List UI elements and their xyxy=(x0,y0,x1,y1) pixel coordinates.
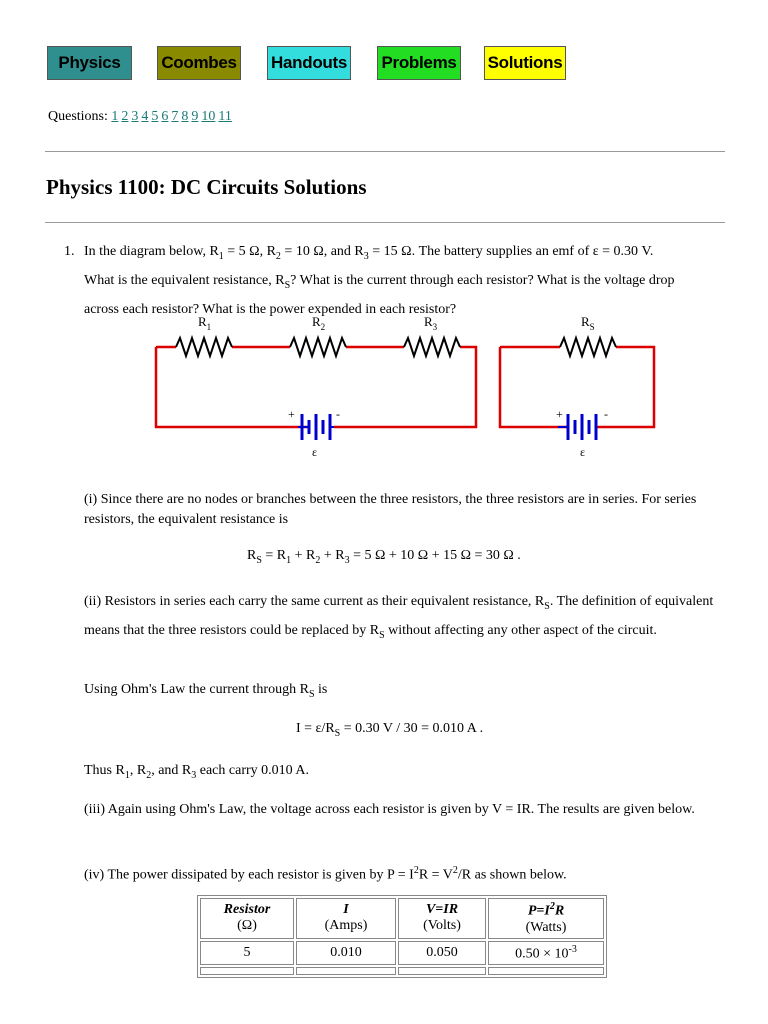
nav-physics-button[interactable] xyxy=(47,46,132,80)
nav-coombes-label: Coombes xyxy=(161,53,237,72)
cell-empty xyxy=(296,967,396,975)
cell-power: $0.50 \times 10^{-3}$ xyxy=(488,941,604,966)
circuit-diagram xyxy=(150,310,670,465)
battery-2-plus: + xyxy=(556,407,563,421)
table-header-row xyxy=(200,898,604,939)
equivalent-wire xyxy=(500,347,654,427)
header-power: $P=I^2R$ (Watts) xyxy=(488,898,604,939)
part-2-text: (ii) Resistors in series each carry the same current as their equivalent resistance, $R_S$. The definition of equivalent means that the three resistors could be replaced by $R_S$ without affecting any other aspect of the circuit. xyxy=(84,594,714,641)
question-link-4[interactable]: 4 xyxy=(141,109,149,124)
results-table xyxy=(197,895,607,978)
nav-handouts-label: Handouts xyxy=(271,53,347,72)
battery-1-minus: - xyxy=(336,407,340,421)
part-3-text: (iii) Again using Ohm's Law, the voltage across each resistor is given by V = IR. The results are given below. xyxy=(84,802,695,817)
question-1-line-1: In the diagram below, $R_1 = 5$ Ω, $R_2 = 10$ Ω, and $R_3 = 15$ Ω. The battery supplies an emf of ε = 0.30 V. xyxy=(84,244,654,262)
cell-empty xyxy=(398,967,486,975)
page-title: Physics 1100: DC Circuits Solutions xyxy=(46,175,367,199)
equation-rs: $R_S = R_1 + R_2 + R_3 = 5$ Ω + 10 Ω + 15 Ω = 30 Ω . xyxy=(247,548,521,566)
series-circuit xyxy=(156,314,476,459)
question-1-number: 1. xyxy=(64,244,75,259)
header-voltage: V=IR (Volts) xyxy=(398,898,486,939)
resistor-r2 xyxy=(290,338,346,356)
part-4-text: (iv) The power dissipated by each resistor is given by $P = I^2R = V^2/R$ as shown below. xyxy=(84,865,567,883)
battery-1-plus: + xyxy=(288,407,295,421)
nav-coombes-button[interactable] xyxy=(157,46,241,80)
label-r2: $R_2$ xyxy=(312,314,326,332)
resistor-rs xyxy=(560,338,616,356)
label-r1: $R_1$ xyxy=(198,314,212,332)
nav-handouts-button[interactable] xyxy=(267,46,351,80)
questions-nav xyxy=(48,109,235,125)
question-link-2[interactable]: 2 xyxy=(121,109,129,124)
label-rs: $R_S$ xyxy=(581,314,595,332)
question-link-7[interactable]: 7 xyxy=(171,109,179,124)
question-link-9[interactable]: 9 xyxy=(191,109,199,124)
nav-problems-label: Problems xyxy=(381,53,457,72)
cell-empty xyxy=(488,967,604,975)
cell-resistor: 5 xyxy=(200,941,294,966)
nav-solutions-button[interactable] xyxy=(484,46,566,80)
header-resistor: Resistor (Ω) xyxy=(200,898,294,939)
battery-2 xyxy=(558,414,596,440)
resistor-r3 xyxy=(404,338,460,356)
header-current: I (Amps) xyxy=(296,898,396,939)
question-1-line-2: What is the equivalent resistance, $R_S$? What is the current through each resistor? What is the voltage drop xyxy=(84,272,675,291)
resistor-r1 xyxy=(176,338,232,356)
nav-physics-label: Physics xyxy=(58,53,121,72)
cell-current: 0.010 xyxy=(296,941,396,966)
question-1-line-3: across each resistor? What is the power expended in each resistor? xyxy=(84,301,457,317)
battery-1-emf: ε xyxy=(312,445,318,459)
label-r3: $R_3$ xyxy=(424,314,438,332)
question-link-8[interactable]: 8 xyxy=(181,109,189,124)
equivalent-circuit xyxy=(500,314,654,459)
question-link-1[interactable]: 1 xyxy=(111,109,119,124)
divider-top xyxy=(45,151,725,152)
questions-label: Questions: xyxy=(48,109,108,124)
cell-empty xyxy=(200,967,294,975)
divider-title xyxy=(45,222,725,223)
equation-current: $I = \varepsilon/R_S = 0.30$ V / 30 = 0.010 A . xyxy=(296,721,484,739)
question-link-10[interactable]: 10 xyxy=(201,109,216,124)
question-link-6[interactable]: 6 xyxy=(161,109,169,124)
question-link-11[interactable]: 11 xyxy=(218,109,232,124)
table-row xyxy=(200,967,604,975)
question-link-5[interactable]: 5 xyxy=(151,109,159,124)
cell-voltage: 0.050 xyxy=(398,941,486,966)
thus-text: Thus $R_1$, $R_2$, and $R_3$ each carry 0.010 A. xyxy=(84,763,309,781)
ohm-text: Using Ohm's Law the current through $R_S$ is xyxy=(84,682,328,700)
table-row xyxy=(200,941,604,966)
nav-problems-button[interactable] xyxy=(377,46,461,80)
question-link-3[interactable]: 3 xyxy=(131,109,139,124)
battery-2-minus: - xyxy=(604,407,608,421)
battery-2-emf: ε xyxy=(580,445,586,459)
part-1-text: (i) Since there are no nodes or branches between the three resistors, the three resistors are in series. For series resistors, the equivalent resistance is xyxy=(84,492,697,527)
nav-solutions-label: Solutions xyxy=(487,53,563,72)
battery-1 xyxy=(298,414,334,440)
